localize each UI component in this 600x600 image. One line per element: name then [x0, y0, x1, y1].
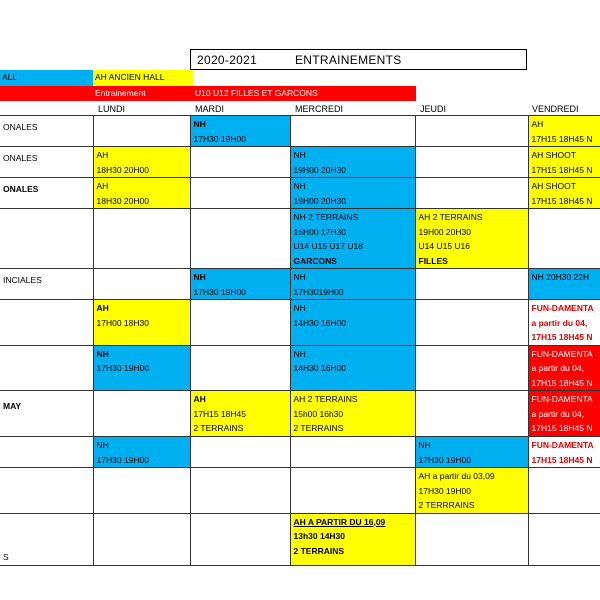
cell-line: NH	[418, 440, 431, 450]
schedule-cell-lundi	[93, 178, 190, 209]
day-header-friday: VENDREDI	[532, 104, 579, 114]
team-label	[0, 300, 93, 346]
schedule-cell-lundi	[93, 116, 190, 147]
cell-line: U14 U15 U16	[418, 241, 471, 251]
cell-line: 16H00 17H30	[293, 226, 346, 237]
schedule-cell-mercredi	[290, 437, 415, 468]
schedule-cell-mercredi	[290, 209, 415, 269]
schedule-cell-jeudi	[415, 468, 528, 514]
cell-line: 2 TERRAINS	[193, 423, 244, 433]
cell-line: 17H15 18H45 N	[531, 164, 593, 175]
schedule-cell-mercredi	[290, 345, 415, 391]
schedule-cell-lundi	[93, 513, 190, 565]
cell-line: 17H15 18H45	[193, 408, 246, 419]
schedule-cell-vendredi	[528, 269, 600, 300]
schedule-cell-mardi	[190, 178, 290, 209]
cell-line: AH	[96, 181, 109, 191]
cell-line: AH	[531, 119, 544, 129]
cell-line: 14H30 16H00	[293, 317, 346, 328]
schedule-cell-jeudi	[415, 513, 528, 565]
cell-line: AH SHOOT	[531, 150, 576, 160]
schedule-cell-mardi	[190, 147, 290, 178]
schedule-cell-mardi	[190, 468, 290, 514]
schedule-cell-lundi	[93, 147, 190, 178]
team-label	[0, 468, 93, 514]
schedule-cell-vendredi	[528, 209, 600, 269]
cell-line: 19H00 20H30	[293, 164, 346, 175]
schedule-cell-jeudi	[415, 269, 528, 300]
cell-line: a partir du 04,	[531, 317, 588, 328]
cell-line: NH	[193, 272, 206, 282]
schedule-cell-lundi	[93, 468, 190, 514]
schedule-row	[0, 345, 600, 391]
cell-line: 18H30 20H00	[96, 195, 149, 206]
day-header-tuesday: MARDI	[195, 104, 224, 114]
cell-line: AH	[193, 394, 206, 404]
cell-line: NH	[293, 181, 306, 191]
cell-line: 17H30 19H00	[418, 485, 471, 496]
team-label: ONALES	[0, 178, 93, 209]
schedule-cell-vendredi	[528, 300, 600, 346]
schedule-cell-mardi	[190, 391, 290, 437]
schedule-cell-mercredi	[290, 300, 415, 346]
cell-line: 19H00 20H30	[293, 195, 346, 206]
schedule-cell-vendredi	[528, 147, 600, 178]
schedule-cell-lundi	[93, 269, 190, 300]
schedule-cell-mercredi	[290, 178, 415, 209]
cell-line: NH	[293, 303, 306, 313]
schedule-cell-mardi	[190, 437, 290, 468]
cell-line: NH	[193, 119, 206, 129]
schedule-cell-mardi	[190, 116, 290, 147]
cell-line: AH SHOOT	[531, 181, 576, 191]
cell-line: 17H3019H00	[293, 286, 344, 297]
schedule-cell-vendredi	[528, 513, 600, 565]
cell-line: 2 TERRAINS	[293, 545, 345, 556]
day-header-wednesday: MERCREDI	[295, 104, 344, 114]
cell-line: 17H30 19H00	[418, 454, 471, 465]
cell-line: 17H00 18H30	[96, 317, 149, 328]
cell-line: a partir du 04,	[531, 408, 584, 419]
cell-line: 15h00 16h30	[293, 408, 344, 419]
schedule-row	[0, 209, 600, 269]
team-label: INCIALES	[0, 269, 93, 300]
cell-line: NH	[96, 440, 109, 450]
schedule-table	[0, 115, 600, 566]
schedule-cell-vendredi	[528, 468, 600, 514]
schedule-cell-jeudi	[415, 437, 528, 468]
team-label	[0, 209, 93, 269]
schedule-cell-lundi	[93, 345, 190, 391]
legend-red-left	[0, 86, 93, 101]
schedule-cell-mardi	[190, 209, 290, 269]
schedule-cell-mardi	[190, 300, 290, 346]
schedule-row	[0, 437, 600, 468]
team-label: S	[0, 513, 93, 565]
schedule-row	[0, 269, 600, 300]
cell-line: NH	[293, 272, 306, 282]
legend-hall-new: ALL	[0, 70, 93, 86]
legend-entrainement: Entrainement	[93, 86, 193, 101]
schedule-cell-lundi	[93, 437, 190, 468]
legend-hall-old: AH ANCIEN HALL	[93, 70, 193, 86]
cell-line: NH	[293, 348, 306, 359]
day-header-thursday: JEUDI	[420, 104, 447, 114]
cell-line: FUN-DAMENTA	[531, 303, 594, 313]
season-label: 2020-2021	[197, 53, 258, 67]
cell-line: AH	[96, 303, 109, 313]
cell-line: AH a partir du 03,09	[418, 471, 495, 481]
schedule-cell-jeudi	[415, 345, 528, 391]
cell-line: NH 20H30 22H	[531, 272, 590, 282]
schedule-cell-vendredi	[528, 178, 600, 209]
schedule-cell-jeudi	[415, 391, 528, 437]
cell-line: 17H15 18H45 N	[531, 332, 593, 342]
cell-line: 17H15 18H45 N	[531, 454, 593, 465]
schedule-cell-jeudi	[415, 300, 528, 346]
cell-line: NH	[293, 150, 306, 160]
schedule-cell-vendredi	[528, 345, 600, 391]
schedule-cell-lundi	[93, 391, 190, 437]
cell-line: AH 2 TERRAINS	[293, 394, 358, 404]
cell-line: 17H15 18H45 N	[531, 377, 593, 388]
schedule-row	[0, 468, 600, 514]
cell-line: NH 2 TERRAINS	[293, 212, 359, 222]
cell-line: 17H15 18H45 N	[531, 133, 593, 144]
cell-line: a partir du 04,	[531, 363, 584, 373]
cell-line: U14 U15 U17 U18	[293, 241, 363, 251]
cell-line: FUN-DAMENTA	[531, 394, 593, 404]
team-label: ONALES	[0, 116, 93, 147]
cell-line: 14H30 16H00	[293, 363, 346, 373]
schedule-cell-mercredi	[290, 269, 415, 300]
cell-line: AH A PARTIR DU 16,09	[293, 516, 386, 527]
cell-line: AH 2 TERRAINS	[418, 212, 483, 222]
page-title: ENTRAINEMENTS	[295, 53, 402, 67]
cell-line: 2 TERRAINS	[293, 423, 344, 433]
cell-line: 17H30 19H00	[96, 454, 149, 465]
schedule-cell-mercredi	[290, 116, 415, 147]
cell-line: 17H15 18H45 N	[531, 423, 593, 433]
cell-line: NH	[96, 348, 109, 359]
cell-line: 13h30 14H30	[293, 531, 346, 541]
cell-line: 2 TERRRAINS	[418, 500, 475, 510]
schedule-cell-mardi	[190, 513, 290, 565]
schedule-cell-mardi	[190, 345, 290, 391]
schedule-cell-lundi	[93, 209, 190, 269]
cell-line: FILLES	[418, 255, 448, 266]
team-label	[0, 345, 93, 391]
schedule-cell-mercredi	[290, 391, 415, 437]
schedule-row	[0, 391, 600, 437]
cell-line: 18H30 20H00	[96, 164, 149, 175]
cell-line: GARCONS	[293, 255, 337, 266]
cell-line: 17H30 19H00	[96, 363, 149, 373]
schedule-cell-vendredi	[528, 437, 600, 468]
schedule-cell-vendredi	[528, 116, 600, 147]
cell-line: 17H15 18H45 N	[531, 195, 593, 206]
day-header-monday: LUNDI	[98, 104, 126, 114]
cell-line: FUN-DAMENTA	[531, 348, 593, 359]
team-label: MAY	[0, 391, 93, 437]
schedule-cell-lundi	[93, 300, 190, 346]
schedule-cell-vendredi	[528, 391, 600, 437]
title-box	[190, 49, 527, 70]
schedule-row	[0, 513, 600, 565]
schedule-row	[0, 147, 600, 178]
schedule-cell-mercredi	[290, 147, 415, 178]
schedule-row	[0, 116, 600, 147]
cell-line: 19H00 20H30	[418, 226, 471, 237]
schedule-cell-jeudi	[415, 209, 528, 269]
schedule-row	[0, 178, 600, 209]
team-label	[0, 437, 93, 468]
schedule-row	[0, 300, 600, 346]
legend-u10-u12: U10 U12 FILLES ET GARCONS	[193, 86, 416, 101]
schedule-cell-mardi	[190, 269, 290, 300]
cell-line: 17H30 19H00	[193, 286, 246, 297]
schedule-cell-jeudi	[415, 147, 528, 178]
schedule-cell-mercredi	[290, 468, 415, 514]
team-label: ONALES	[0, 147, 93, 178]
schedule-cell-jeudi	[415, 116, 528, 147]
schedule-cell-mercredi	[290, 513, 415, 565]
cell-line: 17H30 19H00	[193, 133, 246, 144]
cell-line: AH	[96, 150, 109, 160]
cell-line: FUN-DAMENTA	[531, 440, 594, 450]
schedule-cell-jeudi	[415, 178, 528, 209]
